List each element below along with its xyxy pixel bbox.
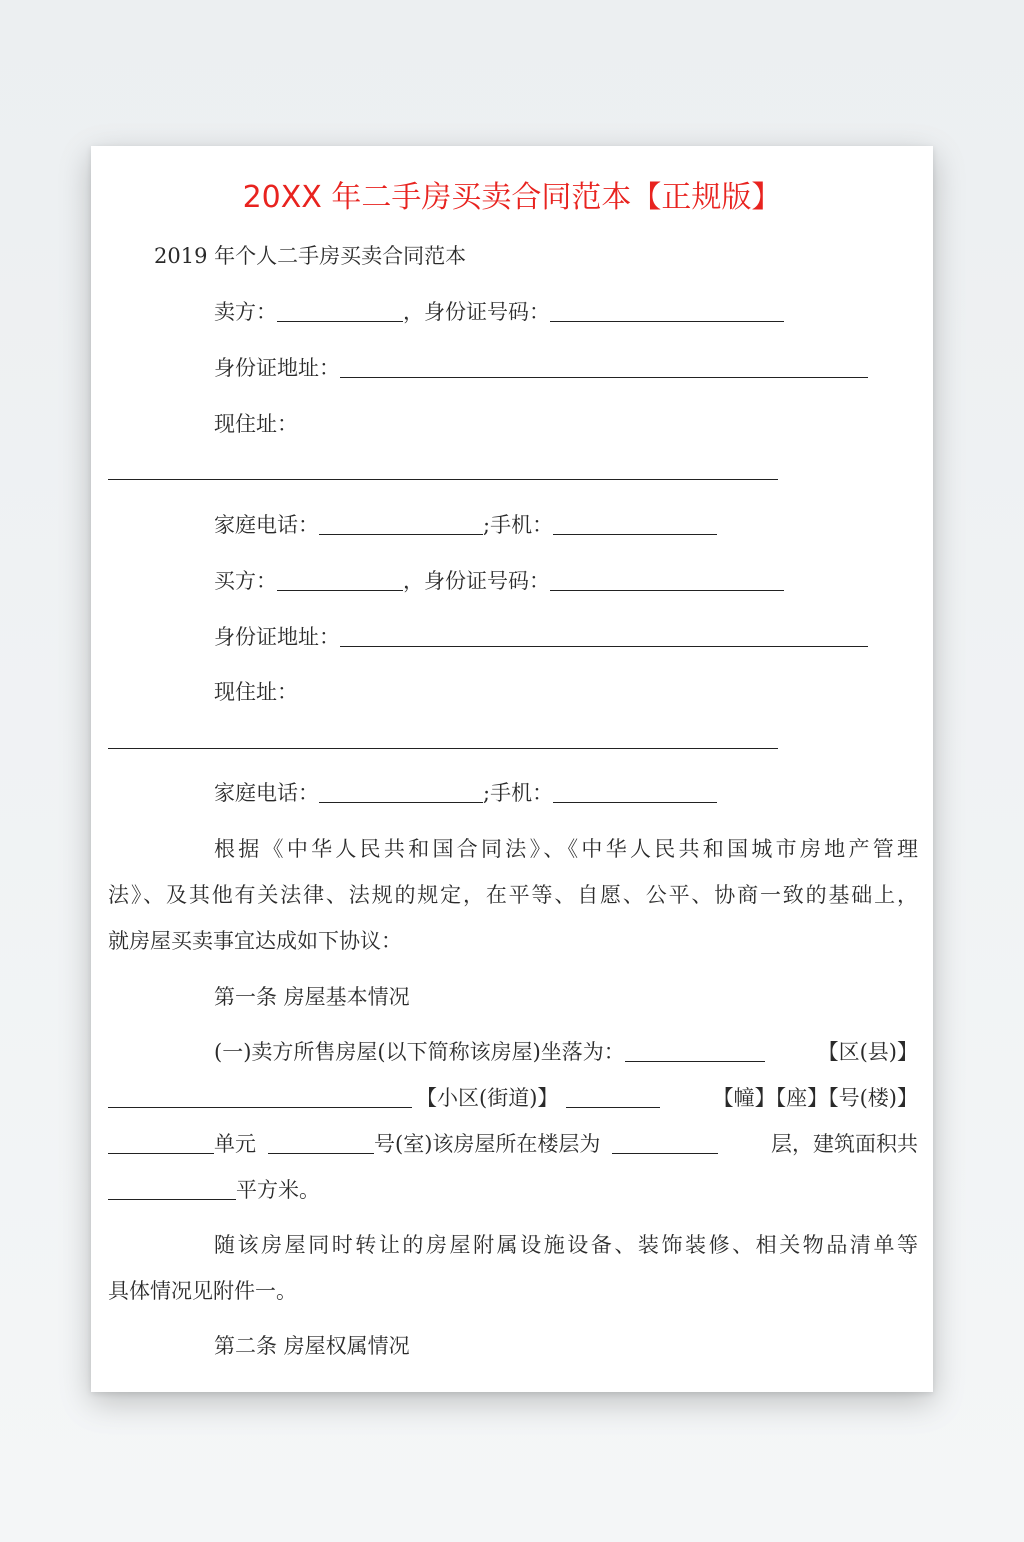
- seller-current-address-label: 现住址：: [214, 412, 298, 436]
- seller-name-blank[interactable]: [277, 299, 403, 322]
- seller-id-label: ，身份证号码：: [403, 300, 550, 324]
- article-1-clause-1-line-3: [108, 1129, 918, 1159]
- buyer-id-label: ，身份证号码：: [403, 569, 550, 593]
- seller-phone-line: [214, 510, 717, 540]
- unit-blank[interactable]: [268, 1131, 374, 1154]
- seller-line: [214, 297, 784, 327]
- area-blank[interactable]: [108, 1177, 236, 1200]
- preamble-line-2: 法》、及其他有关法律、法规的规定，在平等、自愿、公平、协商一致的基础上，: [108, 883, 918, 907]
- document-page: [91, 146, 933, 1392]
- unit-label: 单元: [214, 1132, 256, 1156]
- seller-id-address-label: 身份证地址：: [214, 356, 340, 380]
- article-2-heading: 第二条 房屋权属情况: [214, 1334, 410, 1358]
- seller-label: 卖方：: [214, 300, 277, 324]
- buyer-id-blank[interactable]: [550, 568, 784, 591]
- seller-mobile-label: ;手机：: [483, 513, 554, 537]
- community-label: 【小区(街道)】: [416, 1086, 559, 1110]
- buyer-id-address-label: 身份证地址：: [214, 625, 340, 649]
- article-1-clause-1-line-1: [214, 1037, 918, 1067]
- seller-current-address-blank[interactable]: [108, 479, 778, 480]
- article-1-clause-1-line-2: [108, 1083, 918, 1113]
- buyer-name-blank[interactable]: [277, 568, 403, 591]
- document-title: 20XX 年二手房买卖合同范本【正规版】: [242, 180, 782, 215]
- preamble-line-1: 根据《中华人民共和国合同法》、《中华人民共和国城市房地产管理: [214, 837, 918, 861]
- buyer-phone-line: [214, 778, 717, 808]
- preamble-line-3: 就房屋买卖事宜达成如下协议：: [108, 929, 402, 953]
- seller-mobile-blank[interactable]: [553, 512, 717, 535]
- article-1-heading: 第一条 房屋基本情况: [214, 985, 410, 1009]
- district-label: 【区(县)】: [817, 1040, 918, 1064]
- seller-id-address-blank[interactable]: [340, 355, 868, 378]
- community-blank[interactable]: [566, 1085, 660, 1108]
- document-subtitle: 2019 年个人二手房买卖合同范本: [154, 244, 467, 268]
- article-1-location-label: (一)卖方所售房屋(以下简称该房屋)坐落为：: [214, 1040, 625, 1064]
- room-floor-label: 号(室)该房屋所在楼层为: [374, 1132, 601, 1156]
- buyer-home-phone-label: 家庭电话：: [214, 781, 319, 805]
- buyer-home-phone-blank[interactable]: [319, 780, 483, 803]
- floor-blank[interactable]: [612, 1131, 718, 1154]
- article-1-clause-1-line-4: [108, 1175, 320, 1205]
- floor-area-label: 层，建筑面积共: [771, 1132, 918, 1156]
- article-1-attachment-line-1: 随该房屋同时转让的房屋附属设施设备、装饰装修、相关物品清单等: [214, 1233, 918, 1257]
- buyer-label: 买方：: [214, 569, 277, 593]
- article-1-attachment-line-2: 具体情况见附件一。: [108, 1279, 297, 1303]
- seller-home-phone-label: 家庭电话：: [214, 513, 319, 537]
- building-tags-label: 【幢】【座】【号(楼)】: [712, 1086, 918, 1110]
- buyer-id-address-blank[interactable]: [340, 624, 868, 647]
- buyer-current-address-label: 现住址：: [214, 680, 298, 704]
- buyer-mobile-blank[interactable]: [553, 780, 717, 803]
- sqm-label: 平方米。: [236, 1178, 320, 1202]
- seller-home-phone-blank[interactable]: [319, 512, 483, 535]
- buyer-line: [214, 566, 784, 596]
- seller-id-blank[interactable]: [550, 299, 784, 322]
- buyer-id-address-line: [214, 622, 868, 652]
- buyer-current-address-blank[interactable]: [108, 748, 778, 749]
- district-blank[interactable]: [108, 1085, 412, 1108]
- building-blank[interactable]: [108, 1131, 214, 1154]
- seller-id-address-line: [214, 353, 868, 383]
- buyer-mobile-label: ;手机：: [483, 781, 554, 805]
- location-blank[interactable]: [625, 1039, 765, 1062]
